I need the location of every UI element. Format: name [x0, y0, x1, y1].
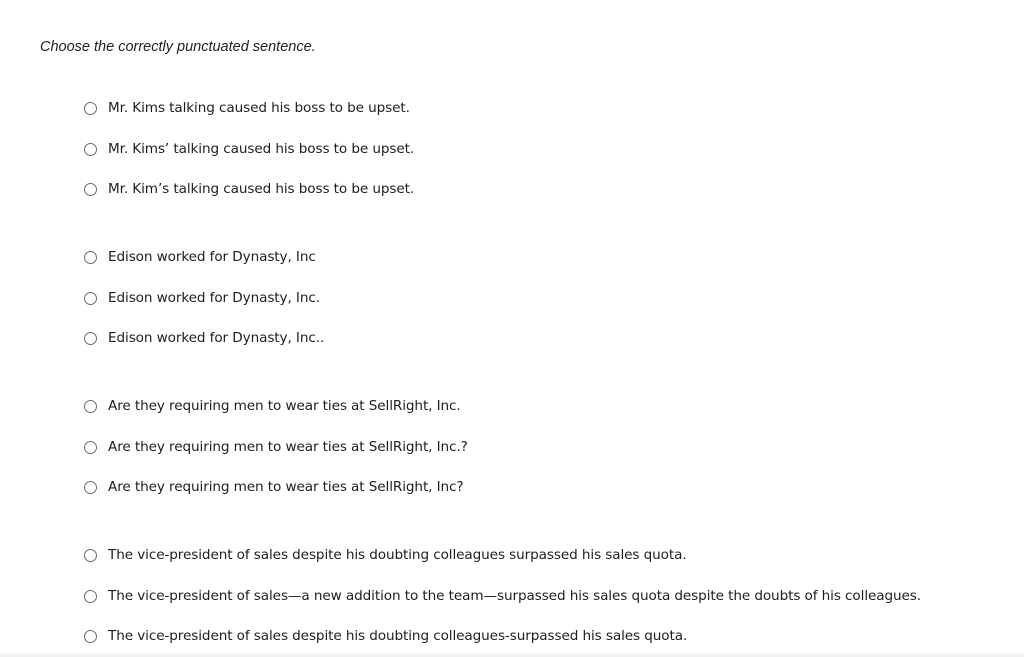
answer-option[interactable] — [84, 178, 414, 200]
answer-option[interactable] — [84, 585, 921, 607]
radio-button[interactable] — [84, 332, 97, 345]
option-label: The vice-president of sales despite his doubting colleagues-surpassed his sales quota. — [108, 628, 688, 644]
bottom-edge-shadow — [0, 651, 1024, 657]
option-label: Edison worked for Dynasty, Inc.. — [108, 330, 325, 346]
answer-option[interactable] — [84, 287, 320, 309]
radio-button[interactable] — [84, 441, 97, 454]
option-label: Mr. Kim’s talking caused his boss to be upset. — [108, 181, 415, 197]
radio-button[interactable] — [84, 400, 97, 413]
radio-button[interactable] — [84, 481, 97, 494]
answer-option[interactable] — [84, 476, 464, 498]
radio-button[interactable] — [84, 630, 97, 643]
radio-button[interactable] — [84, 102, 97, 115]
radio-button[interactable] — [84, 183, 97, 196]
answer-option[interactable] — [84, 395, 461, 417]
option-label: Are they requiring men to wear ties at SellRight, Inc. — [108, 398, 461, 414]
radio-button[interactable] — [84, 549, 97, 562]
option-label: Edison worked for Dynasty, Inc — [108, 249, 316, 265]
question-prompt: Choose the correctly punctuated sentence. — [40, 39, 316, 55]
answer-option[interactable] — [84, 138, 414, 160]
radio-button[interactable] — [84, 590, 97, 603]
answer-option[interactable] — [84, 97, 410, 119]
option-label: Edison worked for Dynasty, Inc. — [108, 290, 320, 306]
option-label: Mr. Kims’ talking caused his boss to be upset. — [108, 141, 415, 157]
answer-option[interactable] — [84, 246, 316, 268]
option-label: The vice-president of sales despite his doubting colleagues surpassed his sales quota. — [108, 547, 687, 563]
option-label: Mr. Kims talking caused his boss to be upset. — [108, 100, 410, 116]
option-label: Are they requiring men to wear ties at SellRight, Inc.? — [108, 439, 468, 455]
radio-button[interactable] — [84, 143, 97, 156]
option-label: The vice-president of sales—a new addition to the team—surpassed his sales quota despite the doubts of his colleagues. — [108, 588, 922, 604]
answer-option[interactable] — [84, 625, 687, 647]
answer-option[interactable] — [84, 436, 468, 458]
radio-button[interactable] — [84, 292, 97, 305]
radio-button[interactable] — [84, 251, 97, 264]
option-label: Are they requiring men to wear ties at SellRight, Inc? — [108, 479, 464, 495]
answer-option[interactable] — [84, 544, 687, 566]
answer-option[interactable] — [84, 327, 324, 349]
